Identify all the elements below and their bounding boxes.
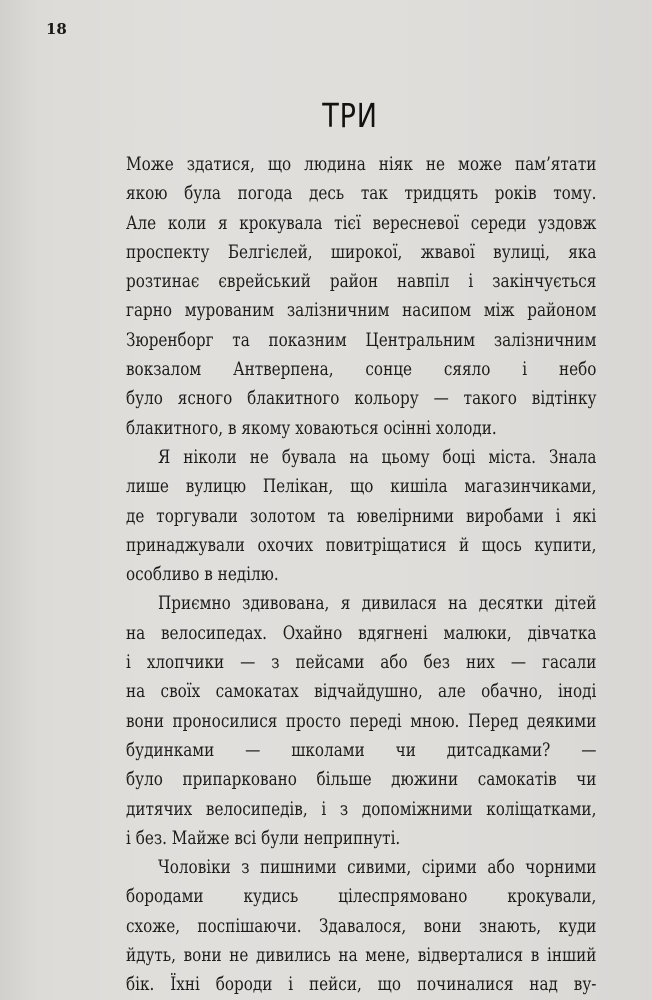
text-line: будинками — школами чи дитсадками? — <box>126 738 597 761</box>
text-line: бік. Їхні бороди і пейси, що починалися над ву- <box>126 973 597 996</box>
text-line: проспекту Белгієлей, широкої, жвавої вулиці, яка <box>126 240 597 263</box>
text-line: особливо в неділю. <box>126 563 279 586</box>
text-line: блакитного, в якому ховаються осінні холоди. <box>126 416 497 439</box>
text-line: було припарковано більше дюжини самокатів чи <box>126 768 597 791</box>
chapter-title: ТРИ <box>322 96 378 135</box>
text-line: було ясного блакитного кольору — такого відтінку <box>126 387 597 410</box>
text-line: вони проносилися просто переді мною. Перед деякими <box>126 709 597 732</box>
text-line: Чоловіки з пишними сивими, сірими або чорними <box>158 856 597 879</box>
text-line: вокзалом Антверпена, сонце сяяло і небо <box>126 358 597 381</box>
text-line: де торгували золотом та ювелірними виробами і які <box>126 504 597 527</box>
text-line: йдуть, вони не дивились на мене, відверталися в інший <box>126 944 597 967</box>
text-line: Але коли я крокувала тієї вересневої середи уздовж <box>126 211 597 234</box>
text-line: Я ніколи не бувала на цьому боці міста. Знала <box>158 445 597 468</box>
text-line: на своїх самокатах відчайдушно, але обачно, іноді <box>126 680 597 703</box>
text-line: і без. Майже всі були неприпнуті. <box>126 826 401 849</box>
body-text <box>126 150 596 1000</box>
text-line: на велосипедах. Охайно вдягнені малюки, дівчатка <box>126 621 597 644</box>
text-line: Приємно здивована, я дивилася на десятки дітей <box>158 592 597 615</box>
text-line: схоже, поспішаючи. Здавалося, вони знають, куди <box>126 914 597 937</box>
text-line: принаджували охочих повитріщатися й щось купити, <box>126 533 597 556</box>
page-number: 18 <box>46 20 67 38</box>
text-line: гарно мурованим залізничним насипом між районом <box>126 299 597 322</box>
text-line: лише вулицю Пелікан, що кишіла магазинчиками, <box>126 475 597 498</box>
text-line: Може здатися, що людина ніяк не може пам’ятати <box>126 153 597 175</box>
text-line: якою була погода десь так тридцять років тому. <box>126 182 597 205</box>
text-line: дитячих велосипедів, і з допоміжними коліщатками, <box>126 797 597 820</box>
text-line: розтинає єврейський район навпіл і закінчується <box>126 270 597 293</box>
text-line: Зюренборг та показним Центральним залізничним <box>126 328 597 351</box>
text-line: бородами кудись цілеспрямовано крокували, <box>126 885 597 908</box>
text-line: і хлопчики — з пейсами або без них — гасали <box>126 651 597 674</box>
